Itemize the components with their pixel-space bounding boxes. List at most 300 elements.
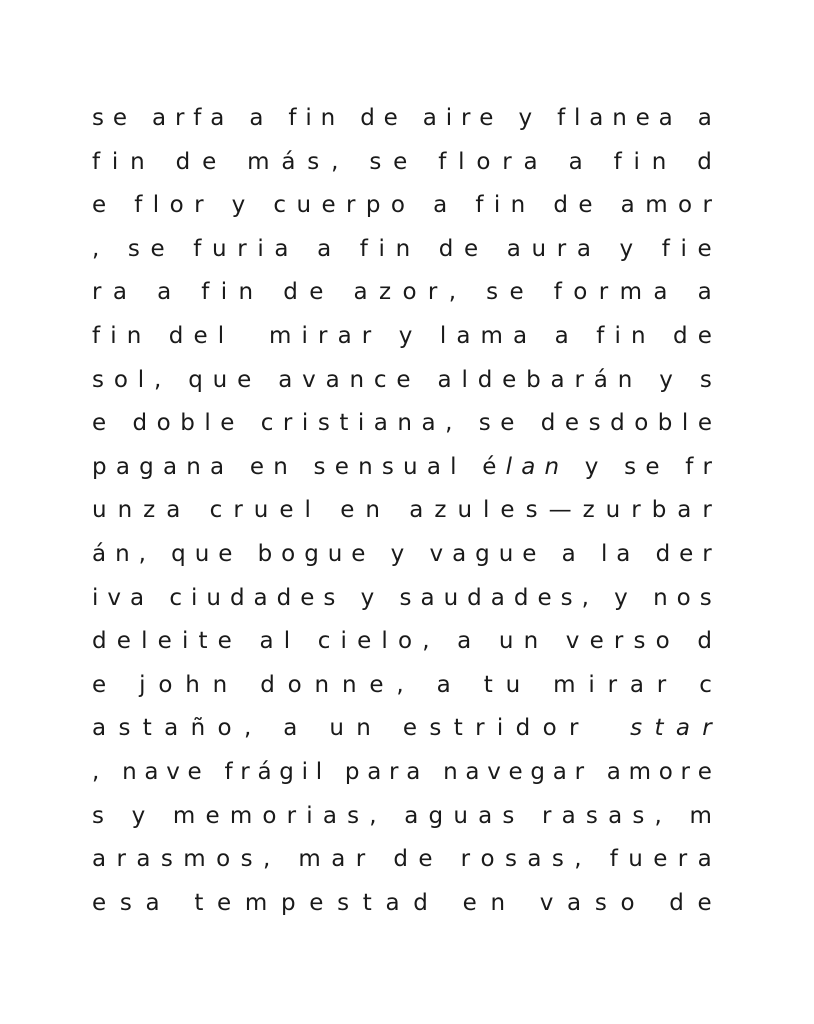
text-char: l bbox=[458, 148, 465, 175]
text-char: e bbox=[150, 235, 165, 262]
text-char: n bbox=[314, 671, 330, 698]
text-char: s bbox=[381, 453, 394, 480]
text-char: a bbox=[112, 279, 127, 306]
text-char: f bbox=[193, 105, 202, 131]
text-char: á bbox=[593, 366, 608, 393]
text-char bbox=[458, 184, 465, 228]
text-char: d bbox=[229, 584, 245, 611]
text-char: e bbox=[679, 540, 694, 567]
text-char: l bbox=[283, 628, 291, 655]
text-char bbox=[299, 228, 306, 272]
text-char: a bbox=[658, 105, 673, 131]
text-char: r bbox=[174, 105, 185, 131]
text-char: v bbox=[429, 540, 444, 567]
text-char: a bbox=[589, 105, 604, 131]
text-char: r bbox=[656, 671, 667, 698]
text-char bbox=[462, 402, 469, 446]
text-char: e bbox=[112, 105, 127, 131]
text-char: l bbox=[304, 497, 311, 524]
text-char: e bbox=[369, 671, 384, 698]
text-char bbox=[678, 141, 685, 185]
text-char bbox=[228, 141, 235, 185]
text-char bbox=[171, 359, 178, 403]
text-char bbox=[683, 359, 690, 403]
text-char bbox=[637, 577, 644, 621]
text-char: m bbox=[244, 889, 268, 916]
text-line bbox=[92, 882, 712, 926]
text-char: d bbox=[132, 410, 148, 437]
text-char: s bbox=[313, 453, 326, 480]
text-char: u bbox=[212, 235, 227, 262]
text-char bbox=[549, 141, 556, 185]
text-char: y bbox=[584, 453, 599, 480]
text-char bbox=[175, 228, 182, 272]
text-char: g bbox=[530, 758, 546, 785]
text-char: s bbox=[160, 846, 173, 873]
text-char bbox=[682, 97, 689, 141]
text-char: e bbox=[92, 192, 107, 219]
text-char bbox=[481, 620, 488, 664]
text-char bbox=[151, 315, 158, 359]
text-char: f bbox=[685, 453, 694, 480]
text-char bbox=[138, 271, 145, 315]
text-char: a bbox=[249, 105, 264, 131]
text-char: v bbox=[166, 758, 180, 785]
text-char: e bbox=[697, 235, 712, 262]
text-char: t bbox=[453, 715, 463, 742]
text-char: a bbox=[259, 628, 274, 655]
text-char: z bbox=[143, 497, 156, 524]
text-char: n bbox=[238, 279, 254, 306]
text-char: u bbox=[498, 540, 514, 567]
text-char: v bbox=[487, 758, 501, 785]
text-char: m bbox=[229, 802, 253, 829]
text-char: a bbox=[490, 584, 505, 611]
text-char: a bbox=[92, 846, 107, 873]
text-char: m bbox=[480, 322, 503, 349]
text-char: z bbox=[378, 279, 392, 306]
text-char: d bbox=[438, 235, 454, 262]
text-char: s bbox=[118, 715, 131, 742]
text-char bbox=[592, 751, 599, 795]
text-char: r bbox=[475, 715, 485, 742]
text-char: r bbox=[92, 279, 102, 306]
text-char: n bbox=[115, 540, 130, 567]
text-char: a bbox=[523, 148, 538, 175]
text-char: e bbox=[589, 628, 604, 655]
text-char: e bbox=[92, 410, 107, 437]
text-char bbox=[548, 620, 555, 664]
text-char: r bbox=[702, 715, 712, 742]
text-char bbox=[592, 838, 599, 882]
text-char: s bbox=[588, 410, 601, 437]
text-char bbox=[603, 184, 610, 228]
text-char: d bbox=[175, 148, 191, 175]
text-char: d bbox=[515, 715, 531, 742]
text-char: n bbox=[356, 715, 371, 742]
text-char: , bbox=[396, 671, 404, 698]
text-char: a bbox=[283, 715, 298, 742]
text-char: e bbox=[157, 628, 172, 655]
text-char: n bbox=[617, 366, 633, 393]
text-char: l bbox=[681, 410, 689, 437]
text-char: g bbox=[279, 758, 294, 785]
text-char bbox=[233, 97, 240, 141]
text-char: a bbox=[552, 758, 567, 785]
text-char: y bbox=[231, 192, 246, 219]
text-char: o bbox=[402, 279, 417, 306]
text-char bbox=[107, 751, 114, 795]
text-char bbox=[297, 446, 304, 490]
text-char bbox=[241, 533, 248, 577]
text-char: l bbox=[600, 540, 608, 567]
text-char: z bbox=[434, 497, 447, 524]
text-char bbox=[602, 228, 609, 272]
text-char: o bbox=[158, 671, 173, 698]
text-char: a bbox=[253, 584, 268, 611]
text-char: a bbox=[697, 846, 712, 873]
text-char bbox=[525, 795, 532, 839]
text-char: i bbox=[257, 235, 264, 262]
text-char: s bbox=[429, 715, 442, 742]
text-char: f bbox=[193, 235, 202, 262]
text-char: n bbox=[273, 453, 288, 480]
text-char: p bbox=[344, 758, 360, 785]
text-char: a bbox=[554, 322, 569, 349]
text-char bbox=[502, 97, 509, 141]
text-line bbox=[92, 664, 712, 708]
text-char: f bbox=[557, 105, 566, 131]
text-char: a bbox=[406, 758, 421, 785]
text-char: o bbox=[156, 410, 171, 437]
text-char: r bbox=[574, 366, 584, 393]
text-char: l bbox=[450, 453, 457, 480]
text-char bbox=[656, 315, 663, 359]
text-char: o bbox=[390, 192, 405, 219]
text-char: r bbox=[598, 279, 609, 306]
text-char: r bbox=[460, 846, 471, 873]
text-char bbox=[322, 489, 329, 533]
text-char: m bbox=[689, 802, 712, 829]
text-char: i bbox=[633, 148, 640, 175]
text-char: u bbox=[194, 540, 210, 567]
text-char: t bbox=[483, 671, 493, 698]
text-line bbox=[92, 446, 712, 490]
text-char bbox=[579, 315, 586, 359]
text-char: — bbox=[548, 497, 572, 524]
text-char: f bbox=[224, 758, 233, 785]
text-char: f bbox=[609, 846, 618, 873]
text-char: r bbox=[702, 540, 712, 567]
text-char: m bbox=[172, 802, 196, 829]
text-char: n bbox=[358, 453, 373, 480]
text-char: i bbox=[357, 410, 365, 437]
text-char: f bbox=[359, 235, 368, 262]
text-char: n bbox=[653, 584, 668, 611]
text-char: r bbox=[427, 279, 438, 306]
text-char: d bbox=[393, 846, 408, 873]
text-char: l bbox=[439, 322, 447, 349]
text-char: a bbox=[422, 105, 437, 131]
text-char: u bbox=[206, 584, 221, 611]
text-char: é bbox=[482, 453, 497, 480]
text-char: t bbox=[654, 715, 664, 742]
text-char bbox=[391, 489, 398, 533]
text-char: a bbox=[561, 540, 576, 567]
text-char bbox=[335, 271, 342, 315]
text-char: s bbox=[92, 366, 104, 393]
text-line bbox=[92, 402, 712, 446]
text-char bbox=[330, 751, 337, 795]
text-char: a bbox=[210, 105, 225, 131]
text-char: s bbox=[486, 279, 499, 306]
text-char: a bbox=[278, 366, 293, 393]
text-char: a bbox=[437, 366, 452, 393]
text-char bbox=[387, 795, 394, 839]
text-char: d bbox=[92, 628, 107, 655]
text-char: r bbox=[569, 715, 579, 742]
text-char: d bbox=[673, 322, 688, 349]
text-char: s bbox=[699, 584, 712, 611]
text-char bbox=[281, 838, 288, 882]
text-char bbox=[679, 664, 686, 708]
text-char: r bbox=[237, 235, 247, 262]
text-char bbox=[415, 184, 422, 228]
text-char: p bbox=[92, 453, 107, 480]
text-char: i bbox=[301, 758, 308, 785]
text-char: l bbox=[381, 628, 388, 655]
text-char: e bbox=[697, 322, 712, 349]
text-char: r bbox=[631, 497, 641, 524]
text-char bbox=[466, 446, 473, 490]
text-char: d bbox=[260, 671, 275, 698]
text-char bbox=[233, 446, 240, 490]
text-char: n bbox=[320, 105, 336, 131]
text-char: t bbox=[339, 410, 349, 437]
text-char: o bbox=[113, 366, 128, 393]
text-char: l bbox=[315, 758, 323, 785]
text-char: y bbox=[390, 540, 405, 567]
text-char: u bbox=[628, 846, 643, 873]
text-char: e bbox=[309, 889, 324, 916]
text-char: , bbox=[369, 802, 377, 829]
text-char: i bbox=[588, 671, 595, 698]
text-char bbox=[407, 97, 414, 141]
text-char: y bbox=[619, 235, 634, 262]
text-char bbox=[114, 795, 121, 839]
text-char: e bbox=[464, 235, 479, 262]
text-char: h bbox=[185, 671, 200, 698]
text-char: n bbox=[397, 410, 412, 437]
text-char: s bbox=[92, 802, 104, 829]
text-char: o bbox=[573, 279, 588, 306]
text-char bbox=[642, 359, 649, 403]
text-char: l bbox=[505, 453, 512, 480]
text-char: e bbox=[509, 279, 524, 306]
text-char: r bbox=[607, 671, 618, 698]
text-char: r bbox=[677, 846, 688, 873]
text-char: l bbox=[483, 497, 490, 524]
text-char: e bbox=[500, 410, 515, 437]
text-line bbox=[92, 97, 712, 141]
text-char: s bbox=[560, 584, 573, 611]
text-char: á bbox=[281, 148, 296, 175]
text-char: r bbox=[574, 758, 585, 785]
text-char bbox=[420, 359, 427, 403]
text-char bbox=[383, 707, 390, 751]
text-char bbox=[272, 97, 279, 141]
text-char bbox=[383, 577, 390, 621]
text-char: o bbox=[216, 846, 231, 873]
text-char: r bbox=[460, 105, 471, 131]
text-char: u bbox=[403, 453, 418, 480]
text-char: t bbox=[198, 628, 208, 655]
text-char: r bbox=[613, 628, 624, 655]
text-char: o bbox=[658, 758, 673, 785]
text-char: r bbox=[282, 410, 293, 437]
text-char: r bbox=[194, 192, 204, 219]
text-char: i bbox=[378, 235, 385, 262]
text-char: n bbox=[341, 671, 357, 698]
text-char: r bbox=[286, 802, 297, 829]
text-char: , bbox=[422, 628, 430, 655]
text-char: a bbox=[456, 322, 471, 349]
text-line bbox=[92, 228, 712, 272]
text-char: d bbox=[477, 366, 493, 393]
text-char: v bbox=[565, 628, 580, 655]
text-char: d bbox=[168, 322, 184, 349]
text-char: a bbox=[420, 584, 435, 611]
text-line bbox=[92, 577, 712, 621]
text-char: l bbox=[137, 366, 145, 393]
text-char: b bbox=[657, 410, 673, 437]
text-char: l bbox=[461, 366, 468, 393]
text-char: r bbox=[355, 846, 366, 873]
text-char: , bbox=[243, 715, 252, 742]
text-char: a bbox=[527, 846, 542, 873]
text-char: n bbox=[490, 889, 506, 916]
text-char: e bbox=[237, 366, 252, 393]
text-char: n bbox=[510, 192, 526, 219]
text-char: e bbox=[479, 105, 494, 131]
text-char: a bbox=[404, 802, 419, 829]
text-char: g bbox=[139, 453, 154, 480]
text-char bbox=[214, 184, 221, 228]
text-line bbox=[92, 751, 712, 795]
text-char: i bbox=[445, 105, 453, 131]
text-char: y bbox=[131, 802, 146, 829]
text-char: v bbox=[302, 366, 316, 393]
text-char: o bbox=[262, 802, 277, 829]
text-char: r bbox=[702, 497, 712, 524]
text-char bbox=[413, 533, 420, 577]
text-char: e bbox=[217, 889, 232, 916]
text-char: v bbox=[539, 889, 554, 916]
text-char: a bbox=[616, 540, 631, 567]
text-char: l bbox=[217, 322, 225, 349]
text-char: o bbox=[476, 148, 491, 175]
text-char bbox=[136, 97, 143, 141]
text-char: d bbox=[655, 540, 671, 567]
text-char bbox=[533, 664, 540, 708]
text-char: d bbox=[513, 584, 529, 611]
text-char: n bbox=[126, 322, 142, 349]
text-char: a bbox=[331, 846, 346, 873]
text-char bbox=[610, 707, 617, 751]
text-char: a bbox=[92, 715, 107, 742]
text-char bbox=[300, 620, 307, 664]
text-char: e bbox=[653, 846, 668, 873]
text-char: e bbox=[357, 628, 372, 655]
text-char: , bbox=[262, 846, 271, 873]
text-char: e bbox=[645, 453, 660, 480]
text-char bbox=[183, 271, 190, 315]
text-char: a bbox=[353, 279, 368, 306]
text-char: e bbox=[500, 497, 515, 524]
text-char: d bbox=[697, 148, 712, 175]
text-char: c bbox=[699, 671, 712, 698]
text-char: e bbox=[522, 540, 537, 567]
text-char: p bbox=[280, 889, 296, 916]
text-char: o bbox=[397, 628, 413, 655]
text-char bbox=[234, 315, 241, 359]
text-char: , bbox=[654, 802, 662, 829]
text-char: d bbox=[610, 410, 625, 437]
text-char bbox=[535, 271, 542, 315]
text-char: u bbox=[605, 497, 621, 524]
text-char: a bbox=[576, 235, 591, 262]
text-char: s bbox=[317, 410, 330, 437]
text-char: a bbox=[561, 802, 576, 829]
text-char: e bbox=[249, 453, 265, 480]
text-char bbox=[344, 577, 351, 621]
text-char: i bbox=[614, 322, 621, 349]
text-char: r bbox=[346, 192, 356, 219]
text-char: r bbox=[680, 758, 690, 785]
text-char bbox=[191, 489, 198, 533]
text-char: o bbox=[620, 889, 635, 916]
text-char: s bbox=[633, 628, 646, 655]
text-char: a bbox=[675, 715, 690, 742]
text-char: f bbox=[134, 192, 143, 219]
text-char: i bbox=[301, 410, 309, 437]
text-char bbox=[376, 838, 383, 882]
text-char: n bbox=[186, 453, 201, 480]
text-char: o bbox=[634, 410, 649, 437]
text-char bbox=[467, 271, 474, 315]
text-char: l bbox=[574, 105, 581, 131]
text-char: m bbox=[183, 846, 206, 873]
text-char: g bbox=[304, 540, 319, 567]
text-char: d bbox=[413, 889, 428, 916]
text-line bbox=[92, 795, 712, 839]
text-char: á bbox=[92, 540, 107, 567]
text-line bbox=[92, 141, 712, 185]
text-char: g bbox=[428, 802, 444, 829]
text-char: a bbox=[421, 410, 436, 437]
text-char bbox=[119, 664, 126, 708]
text-char: c bbox=[260, 410, 274, 437]
text-char: r bbox=[240, 758, 250, 785]
text-char: a bbox=[513, 322, 528, 349]
text-char: , bbox=[448, 279, 457, 306]
text-char: s bbox=[502, 802, 515, 829]
text-char: s bbox=[92, 105, 104, 131]
text-char bbox=[153, 577, 160, 621]
text-char: a bbox=[210, 453, 225, 480]
text-char: s bbox=[323, 584, 336, 611]
text-char: a bbox=[608, 802, 623, 829]
